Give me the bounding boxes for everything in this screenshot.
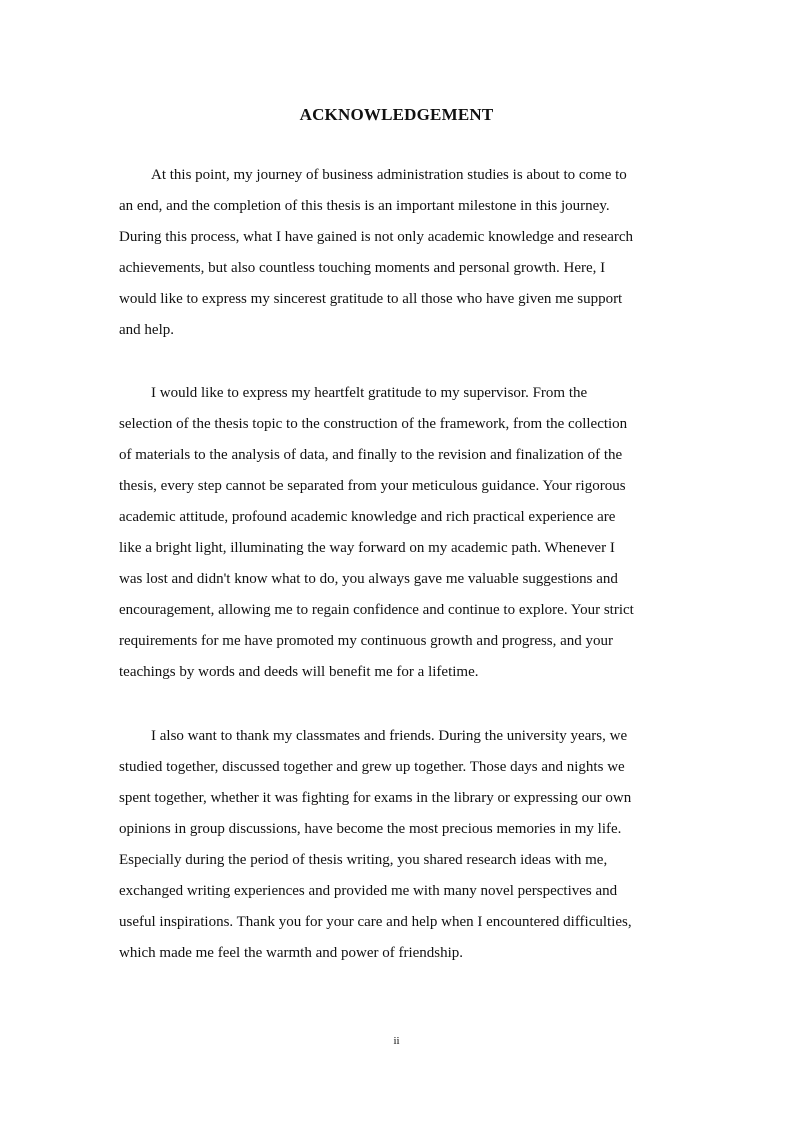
text-line: selection of the thesis topic to the construction of the framework, from the collection <box>119 416 628 432</box>
text-line: encouragement, allowing me to regain confidence and continue to explore. Your strict <box>119 602 634 618</box>
text-line: requirements for me have promoted my continuous growth and progress, and your <box>119 633 614 649</box>
page-title: ACKNOWLEDGEMENT <box>299 105 494 124</box>
text-line: an end, and the completion of this thesis is an important milestone in this journey. <box>119 198 610 214</box>
text-line: was lost and didn't know what to do, you always gave me valuable suggestions and <box>119 571 618 587</box>
text-line: During this process, what I have gained is not only academic knowledge and research <box>119 229 633 245</box>
text-line: I also want to thank my classmates and friends. During the university years, we <box>151 728 628 744</box>
text-line: which made me feel the warmth and power of friendship. <box>119 945 464 961</box>
text-line: academic attitude, profound academic knowledge and rich practical experience are <box>119 509 616 525</box>
text-line: teachings by words and deeds will benefit me for a lifetime. <box>119 664 479 680</box>
text-line: studied together, discussed together and grew up together. Those days and nights we <box>119 759 625 775</box>
text-line: At this point, my journey of business administration studies is about to come to <box>151 167 627 183</box>
text-line: useful inspirations. Thank you for your care and help when I encountered difficulties, <box>119 914 632 930</box>
text-line: opinions in group discussions, have become the most precious memories in my life. <box>119 821 622 837</box>
text-line: thesis, every step cannot be separated from your meticulous guidance. Your rigorous <box>119 478 626 494</box>
text-line: would like to express my sincerest gratitude to all those who have given me support <box>119 291 623 307</box>
page-number: ii <box>393 1035 400 1047</box>
text-line: I would like to express my heartfelt gratitude to my supervisor. From the <box>151 385 588 401</box>
text-line: of materials to the analysis of data, and finally to the revision and finalization of the <box>119 447 623 463</box>
text-line: achievements, but also countless touching moments and personal growth. Here, I <box>119 260 606 276</box>
text-line: exchanged writing experiences and provided me with many novel perspectives and <box>119 883 618 899</box>
text-line: Especially during the period of thesis writing, you shared research ideas with me, <box>119 852 608 868</box>
text-line: like a bright light, illuminating the way forward on my academic path. Whenever I <box>119 540 615 556</box>
text-line: and help. <box>119 322 174 338</box>
text-line: spent together, whether it was fighting for exams in the library or expressing our own <box>119 790 632 806</box>
